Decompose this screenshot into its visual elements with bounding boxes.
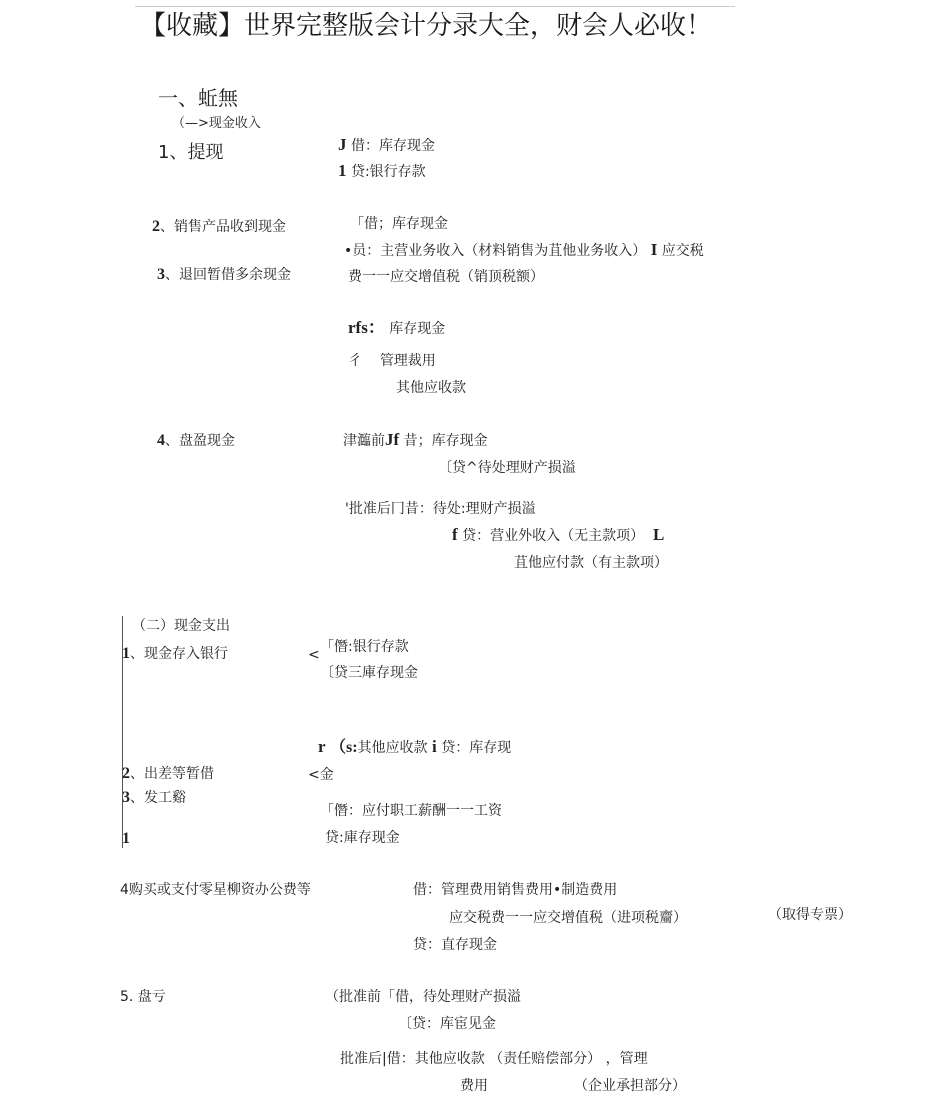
entry-line: 贷:庫存现金 xyxy=(325,830,400,846)
entry-line: 其他应收款 xyxy=(396,380,466,396)
item-label: 4购买或支付零星柳资办公费等 xyxy=(120,882,311,898)
item-label xyxy=(157,432,235,450)
entry-text: 借：库存现金 xyxy=(350,138,435,154)
entry-line xyxy=(452,526,664,545)
item-label: 1、提现 xyxy=(158,142,224,163)
entry-line: 〔贷^待处理财产损溢 xyxy=(438,460,576,476)
item-label xyxy=(122,789,186,807)
entry-text: 贷：库存现 xyxy=(441,740,512,756)
entry-mark: i xyxy=(432,737,437,756)
item-number: 1 xyxy=(122,830,130,847)
subsection-heading: （—>现金收入 xyxy=(172,116,261,131)
entry-line: 「借；库存现金 xyxy=(350,216,448,232)
entry-line xyxy=(343,431,488,450)
item-text: 、盘盈现金 xyxy=(165,433,235,449)
item-number: 2 xyxy=(122,765,130,782)
entry-line: 贷：直存现金 xyxy=(413,937,497,953)
entry-mark: 1 xyxy=(338,161,347,180)
entry-mark: Jf xyxy=(385,430,400,449)
entry-line: 「僭:银行存款 xyxy=(320,639,409,655)
entry-mark: J xyxy=(338,135,347,154)
entry-text: 贷:银行存款 xyxy=(350,164,426,180)
entry-line xyxy=(348,352,436,370)
item-number: 3 xyxy=(157,266,165,283)
entry-line xyxy=(344,241,704,260)
entry-line: 批准后|借：其他应收款 （责任赔偿部分） ，管理 xyxy=(340,1051,648,1067)
entry-line: 〔贷三庫存现金 xyxy=(320,665,418,681)
entry-text: 津瀶前 xyxy=(343,433,385,449)
entry-line: （批准前「借，待处理财产损溢 xyxy=(325,989,521,1005)
entry-line: 〔贷：库宦见金 xyxy=(398,1016,496,1032)
item-label xyxy=(122,765,214,783)
entry-text: 应交税 xyxy=(661,243,704,259)
entry-text: 管理裁用 xyxy=(379,353,436,369)
item-text: 、退回暂借多余现金 xyxy=(165,267,291,283)
item-label xyxy=(157,266,291,284)
item-label xyxy=(122,645,228,663)
item-label: 5. 盘亏 xyxy=(120,989,166,1005)
item-text: 、出差等暂借 xyxy=(130,766,214,782)
entry-mark: L xyxy=(653,525,665,544)
entry-mark: r xyxy=(318,737,326,756)
entry-mark: rfs： xyxy=(348,318,385,337)
item-text: 、现金存入银行 xyxy=(130,646,228,662)
entry-line: 费一一应交增值税（销顶税额） xyxy=(348,269,544,285)
page-title: 【收藏】世界完整版会计分录大全，财会人必收！ xyxy=(140,11,713,41)
subsection-heading: （二）现金支出 xyxy=(132,618,230,634)
entry-text: 贷：营业外收入（无主款项） xyxy=(462,528,645,544)
entry-note: （取得专票） xyxy=(768,907,852,923)
entry-line: （企业承担部分） xyxy=(574,1078,686,1094)
item-text: 、销售产品收到现金 xyxy=(160,219,286,235)
entry-line xyxy=(318,738,511,757)
entry-line: <金 xyxy=(308,767,334,783)
section-heading: 一、蚯無 xyxy=(158,86,238,110)
entry-mark: （s: xyxy=(330,739,358,756)
entry-text: 昔；库存现金 xyxy=(403,433,488,449)
entry-mark: f xyxy=(452,525,458,544)
item-number: 3 xyxy=(122,789,130,806)
entry-line xyxy=(338,136,435,155)
entry-line xyxy=(338,162,426,181)
item-text: 、发工谿 xyxy=(130,790,186,806)
brace-mark: < xyxy=(308,647,320,663)
entry-text: 其他应收款 xyxy=(357,740,428,756)
item-number: 4 xyxy=(157,432,165,449)
item-number: 1 xyxy=(122,645,130,662)
entry-line: 借：管理费用销售费用•制造费用 xyxy=(413,882,618,898)
entry-mark: 彳 xyxy=(348,353,362,369)
entry-text: •员：主营业务收入（材料销售为苴他业务收入） xyxy=(344,243,647,259)
entry-line: 苴他应付款（有主款项） xyxy=(514,555,668,571)
item-label xyxy=(152,218,286,236)
item-number: 2 xyxy=(152,218,160,235)
title-rule xyxy=(135,6,735,7)
entry-line: 费用 xyxy=(460,1078,488,1094)
entry-line: 「僭：应付职工薪酬一一工资 xyxy=(320,803,502,819)
entry-line: 应交税费一一应交增值税（进项税齏） xyxy=(449,910,687,926)
entry-text: 库存现金 xyxy=(389,321,446,337)
entry-line xyxy=(348,319,445,338)
entry-line: '批准后冂昔：待处:理财产损溢 xyxy=(345,501,536,517)
entry-mark: I xyxy=(650,240,658,259)
